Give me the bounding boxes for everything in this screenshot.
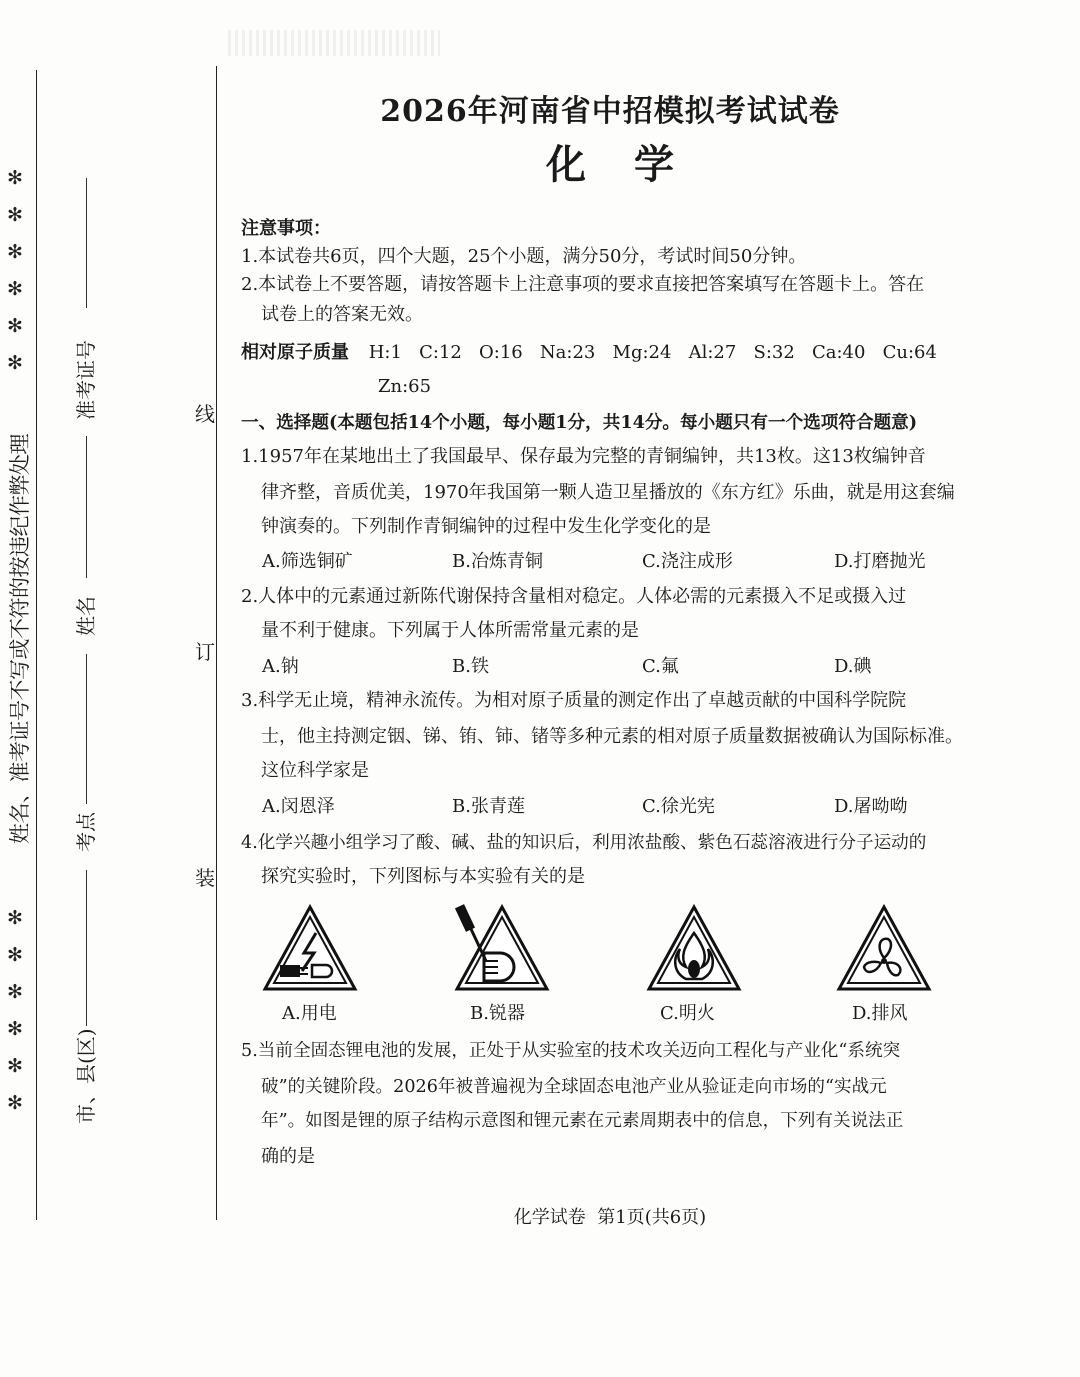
option-c[interactable]: C.浇注成形 (642, 551, 733, 572)
question-text: 量不利于健康。下列属于人体所需常量元素的是 (261, 620, 639, 641)
notes-heading: 注意事项： (241, 218, 331, 239)
question-text: 年”。如图是锂的原子结构示意图和锂元素在元素周期表中的信息，下列有关说法正 (261, 1111, 904, 1131)
atomic-mass-label: 相对原子质量 (241, 342, 349, 363)
icon-caption-c[interactable]: C.明火 (660, 1003, 715, 1024)
star-icon: ✻ (7, 241, 23, 263)
outer-cut-line (36, 70, 37, 1220)
star-icon: ✻ (7, 1092, 23, 1114)
star-icon: ✻ (7, 204, 23, 226)
star-icon: ✻ (7, 981, 23, 1003)
star-icon: ✻ (7, 315, 23, 337)
atomic-mass-values: Zn:65 (378, 376, 432, 397)
scan-artifact (228, 30, 440, 56)
option-d[interactable]: D.碘 (834, 656, 872, 677)
icon-caption-b[interactable]: B.锐器 (470, 1003, 525, 1024)
page-footer: 化学试卷 第1页(共6页) (513, 1207, 707, 1228)
star-column-top (2, 160, 28, 382)
question-text: 2.人体中的元素通过新陈代谢保持含量相对稳定。人体必需的元素摄入不足或摄入过 (241, 586, 907, 607)
question-text: 士，他主持测定铟、锑、铕、铈、锗等多种元素的相对原子质量数据被确认为国际标准。 (261, 726, 963, 747)
question-text: 破”的关键阶段。2026年被普遍视为全球固态电池产业从验证走向市场的“实战元 (261, 1077, 887, 1097)
star-icon: ✻ (7, 278, 23, 300)
city-county-label: 市、县(区) (74, 1028, 98, 1124)
star-icon: ✻ (7, 1055, 23, 1077)
question-text: 确的是 (261, 1146, 315, 1167)
question-text: 4.化学兴趣小组学习了酸、碱、盐的知识后，利用浓盐酸、紫色石蕊溶液进行分子运动的 (241, 833, 927, 853)
electricity-warning-icon[interactable] (262, 903, 358, 995)
note-item: 试卷上的答案无效。 (261, 304, 423, 325)
options-row (262, 545, 982, 579)
option-d[interactable]: D.打磨抛光 (834, 551, 926, 572)
subject-title: 化学 (546, 141, 722, 188)
question-text: 钟演奏的。下列制作青铜编钟的过程中发生化学变化的是 (261, 516, 711, 537)
atomic-mass-values: H:1 C:12 O:16 Na:23 Mg:24 Al:27 S:32 Ca:40 Cu:64 (368, 342, 937, 363)
question-text: 5.当前全固态锂电池的发展，正处于从实验室的技术攻关迈向工程化与产业化“系统突 (241, 1041, 901, 1061)
city-county-blank[interactable] (86, 870, 87, 1026)
question-text: 3.科学无止境，精神永流传。为相对原子质量的测定作出了卓越贡献的中国科学院院 (241, 690, 907, 711)
name-label: 姓名 (74, 596, 98, 636)
atomic-mass-row (241, 336, 937, 370)
option-b[interactable]: B.铁 (452, 656, 489, 677)
option-a[interactable]: A.筛选铜矿 (262, 551, 353, 572)
exam-site-blank[interactable] (86, 654, 87, 804)
exam-number-blank[interactable] (86, 178, 87, 308)
option-a[interactable]: A.闵恩泽 (262, 796, 335, 817)
option-a[interactable]: A.钠 (262, 656, 299, 677)
options-row (262, 790, 982, 824)
note-item: 1.本试卷共6页，四个大题，25个小题，满分50分，考试时间50分钟。 (241, 246, 807, 267)
option-b[interactable]: B.冶炼青铜 (452, 551, 543, 572)
star-icon: ✻ (7, 1018, 23, 1040)
exam-site-label: 考点 (74, 812, 98, 852)
seal-char-line: 线 (195, 402, 215, 426)
icon-caption-a[interactable]: A.用电 (282, 1003, 337, 1024)
seal-char-bind: 订 (195, 640, 215, 664)
option-c[interactable]: C.氟 (642, 656, 679, 677)
seal-char-mount: 装 (195, 866, 215, 890)
name-blank[interactable] (86, 436, 87, 578)
ventilation-fan-warning-icon[interactable] (836, 903, 932, 995)
star-icon: ✻ (7, 907, 23, 929)
option-c[interactable]: C.徐光宪 (642, 796, 715, 817)
open-flame-warning-icon[interactable] (646, 903, 742, 995)
exam-title: 2026年河南省中招模拟考试试卷 (380, 94, 840, 129)
binding-notice: 姓名、准考证号不写或不符的按违纪作弊处理 (8, 434, 32, 844)
star-icon: ✻ (7, 944, 23, 966)
section-heading: 一、选择题(本题包括14个小题，每小题1分，共14分。每小题只有一个选项符合题意) (241, 412, 918, 433)
option-d[interactable]: D.屠呦呦 (834, 796, 908, 817)
note-item: 2.本试卷上不要答题，请按答题卡上注意事项的要求直接把答案填写在答题卡上。答在 (241, 274, 925, 295)
question-text: 这位科学家是 (261, 760, 369, 781)
question-text: 律齐整，音质优美，1970年我国第一颗人造卫星播放的《东方红》乐曲，就是用这套编 (261, 482, 955, 503)
icon-caption-d[interactable]: D.排风 (852, 1003, 908, 1024)
question-text: 1.1957年在某地出土了我国最早、保存最为完整的青铜编钟，共13枚。这13枚编钟音 (241, 446, 926, 467)
exam-number-label: 准考证号 (74, 340, 98, 420)
star-column-bottom (2, 900, 28, 1122)
options-row (262, 650, 982, 684)
sharp-object-warning-icon[interactable] (454, 903, 550, 995)
star-icon: ✻ (7, 167, 23, 189)
question-text: 探究实验时，下列图标与本实验有关的是 (261, 866, 585, 887)
option-b[interactable]: B.张青莲 (452, 796, 525, 817)
star-icon: ✻ (7, 352, 23, 374)
